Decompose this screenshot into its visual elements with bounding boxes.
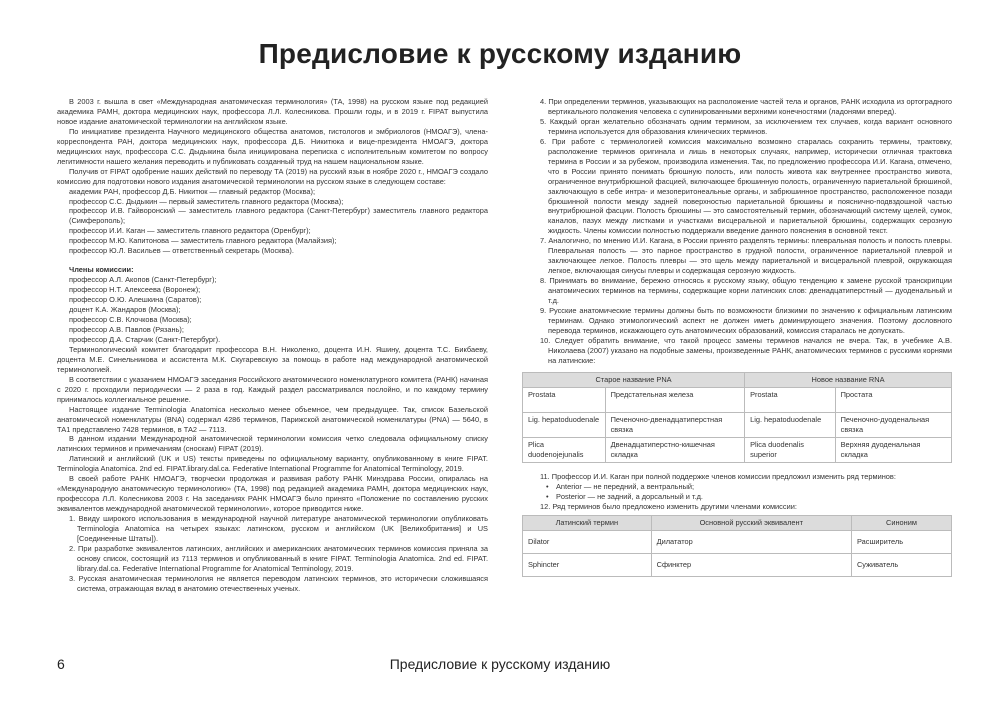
left-column — [57, 97, 488, 594]
table-cell: Sphincter — [523, 554, 652, 577]
table-row — [523, 387, 952, 412]
table-cell: Печеночно-дуоденальная связка — [835, 412, 951, 437]
table-cell: Prostata — [745, 387, 836, 412]
commission-item: профессор С.В. Клочкова (Москва); — [69, 315, 192, 325]
running-footer: Предисловие к русскому изданию — [389, 656, 611, 672]
table-row — [523, 412, 952, 437]
paragraph: По инициативе президента Научного медицинского общества анатомов, гистологов и эмбриологов (НМОАГЭ), члена-корреспондента РАН, доктора медицинских наук, профессора Д.Б. Никитюка и вице-президента НМОАГЭ, доктора медицинских наук, профессора С.С. Дыдыкина была инициирована переписка с исполнительным комитетом по вопросу легитимности нашего желания переводить и публиковать созданный труд на нашем национальном языке. — [57, 126, 488, 166]
commission-heading: Члены комиссии: — [69, 265, 134, 275]
numbered-item: 5. Каждый орган желательно обозначать одним термином, за исключением тех случаев, когда вариант основного термина используется для образования клинических терминов. — [540, 116, 952, 136]
page-title: Предисловие к русскому изданию — [258, 38, 742, 69]
bullet-item: • Posterior — не задний, а дорсальный и т.д. — [528, 492, 952, 502]
paragraph: Получив от FIPAT одобрение наших действий по переводу ТА (2019) на русский язык в ноябре 2020 г., НМОАГЭ создало комиссию для подготовки нового издания анатомической терминологии на русском языке в следующем составе: — [57, 166, 488, 186]
paragraph: В соответствии с указанием НМОАГЭ заседания Российского анатомического номенклатурного комитета (РАНК) начиная с 2020 г. проходили периодически — 2 раза в год. Каждый раздел рассматривался послойно, и по каждому термину принималось коллегиальное решение. — [57, 374, 488, 404]
member-item: профессор М.Ю. Капитонова — заместитель главного редактора (Малайзия); — [69, 236, 337, 246]
paragraph: В 2003 г. вышла в свет «Международная анатомическая терминология» (ТА, 1998) на русском языке под редакцией академика РАМН, доктора медицинских наук, профессора Л.Л. Колесникова. Прошли годы, и в 2019 г. FIPAT выпустила новое издание анатомической терминологии на английском языке. — [57, 97, 488, 126]
table-cell: Расширитель — [851, 531, 951, 554]
numbered-item: 1. Ввиду широкого использования в международной научной литературе анатомической терминологии опубликовать Terminologia Anatomica на четырех языках: латинском, русском и английском (UK [Великобритания] и US [Соединенные Штаты]). — [69, 514, 488, 543]
table-header-row — [523, 516, 952, 531]
commission-item: профессор Д.А. Старчик (Санкт-Петербург). — [69, 334, 221, 344]
table-cell: Суживатель — [851, 554, 951, 577]
column-header: Старое название PNA — [523, 372, 745, 387]
numbered-item: 3. Русская анатомическая терминология не является переводом латинских терминов, это исторически сложившаяся система, отражающая вклад в анатомию отечественных ученых. — [69, 573, 488, 593]
numbered-item: 11. Профессор И.И. Каган при полной поддержке членов комиссии предложил изменить ряд терминов: — [540, 471, 896, 481]
commission-item: профессор О.Ю. Алешкина (Саратов); — [69, 295, 202, 305]
table-cell: Plica duodenojejunalis — [523, 437, 606, 462]
bullet-item: • Anterior — не передний, а вентральный; — [528, 482, 952, 492]
member-item: профессор И.И. Каган — заместитель главного редактора (Оренбург); — [69, 226, 311, 236]
table-cell: Верхняя дуоденальная складка — [835, 437, 951, 462]
member-item: профессор И.В. Гайворонский — заместитель главного редактора (Санкт-Петербург) заместитель главного редактора (Симферополь); — [69, 206, 488, 226]
table-cell: Печеночно-двенадцатиперстная связка — [605, 412, 744, 437]
commission-item: профессор Н.Т. Алексеева (Воронеж); — [69, 285, 201, 295]
paragraph: В данном издании Международной анатомической терминологии комиссия четко следовала официальному списку латинских терминов и примечаниям (сноскам) FIPAT (2019). — [57, 434, 488, 454]
table-cell: Lig. hepatoduodenale — [745, 412, 836, 437]
table-row — [523, 437, 952, 462]
paragraph: В своей работе РАНК НМОАГЭ, творчески продолжая и развивая работу РАНК Минздрава России, опиралась на «Международную анатомическую терминологию» (ТА, 1998) под редакцией академика РАМН, доктора медицинских наук, профессора Л.Л. Колесникова 2003 г. На заседаниях РАНК НМОАГЭ было принято «Положение по составлению русских эквивалентов международной анатомической терминологии», которое приводится ниже. — [57, 474, 488, 514]
commission-item: доцент К.А. Жандаров (Москва); — [69, 305, 181, 315]
table-cell: Простата — [835, 387, 951, 412]
member-item: академик РАН, профессор Д.Б. Никитюк — главный редактор (Москва); — [69, 186, 316, 196]
numbered-item: 6. При работе с терминологией комиссия максимально возможно старалась сохранить термины, трактовку, расположение терминов оригинала и лишь в некоторых случаях, например, исторически отличная трактовка термина в России и за рубежом, производила изменения. Так, по предложению профессора И.И. Кагана, отмечено, что в России принято понимать брюшную полость, или полость живота как внутреннее пространство живота, ограниченное внутрибрюшной фасцией, включающее брюшинную полость, ограниченную париетальной брюшиной, заключающую в себе интра- и мезоперитонеальные органы, и забрюшинное пространство, расположенное позади брюшинной полости между задней поверхностью париетальной брюшины и пояснично-подвздошной частью внутрибрюшной фасции. Полость брюшины — это самостоятельный термин, обозначающий систему щелей, сумок, каналов, пазух между листками и участками висцеральной и париетальной брюшины, содержащих серозную жидкость. Члены комиссии полностью поддержали введение данного пояснения в основной текст. — [540, 136, 952, 236]
column-header: Основной русский эквивалент — [651, 516, 851, 531]
table-cell: Lig. hepatoduodenale — [523, 412, 606, 437]
column-header: Новое название RNA — [745, 372, 952, 387]
numbered-item: 12. Ряд терминов было предложено изменить другими членами комиссии: — [540, 501, 797, 511]
numbered-item: 2. При разработке эквивалентов латинских, английских и американских анатомических терминов комиссия приняла за основу список, состоящий из 7113 терминов и опубликованный в книге FIPAT. Terminologia Anatomica. 2nd ed. FIPAT. library.dal.ca. Federative International Programme for Anatomical Terminology, 2019. — [69, 543, 488, 573]
synonym-table — [522, 515, 952, 577]
paragraph: Латинский и английский (UK и US) тексты приведены по официальному варианту, опубликованному в книге FIPAT. Terminologia Anatomica. 2nd ed. FIPAT.library.dal.ca. Federative International Programme for Anatomical Terminology, 2019. — [57, 454, 488, 474]
paragraph: Терминологический комитет благодарит профессора В.Н. Николенко, доцента И.Н. Яшину, доцента Т.С. Бикбаеву, доцента М.Е. Синельникова и ассистента М.К. Скугаревскую за помощь в работе над международной анатомической терминологией. — [57, 344, 488, 374]
column-header: Латинский термин — [523, 516, 652, 531]
table-cell: Сфинктер — [651, 554, 851, 577]
numbered-item: 4. При определении терминов, указывающих на расположение частей тела и органов, РАНК исходила из ортоградного вертикального положения человека с супинированными верхними конечностями (ладонями вперед). — [540, 97, 952, 116]
table-row — [523, 554, 952, 577]
pna-rna-table — [522, 372, 952, 463]
numbered-item: 10. Следует обратить внимание, что такой процесс замены терминов начался не вчера. Так, в учебнике А.В. Николаева (2007) указано на подобные замены, произведенные РАНК, анатомических терминов с русскими корнями на латинские: — [540, 335, 952, 365]
numbered-item: 9. Русские анатомические термины должны быть по возможности близкими по значению к официальным латинским терминам. Однако этимологический аспект не должен иметь доминирующего значения. Поэтому дословного перевода терминов, искажающего суть анатомических образований, комиссия старалась не допускать. — [540, 306, 952, 335]
table-cell: Двенадцатиперстно-кишечная складка — [605, 437, 744, 462]
page-number: 6 — [57, 656, 65, 672]
numbered-item: 7. Аналогично, по мнению И.И. Кагана, в России принято разделять термины: плевральная полость и полость плевры. Плевральная полость — это парное пространство в грудной полости, ограниченное париетальной плеврой и заключающее легкое. Полость плевры — это щель между париетальной и висцеральной плеврой, окружающая легкое, включающая синусы плевры и содержащая серозную жидкость. — [540, 236, 952, 276]
commission-item: профессор А.Л. Акопов (Санкт-Петербург); — [69, 275, 217, 285]
right-column — [528, 97, 952, 577]
table-row — [523, 531, 952, 554]
table-cell: Dilator — [523, 531, 652, 554]
paragraph: Настоящее издание Terminologia Anatomica несколько менее объемное, чем предыдущее. Так, список Базельской анатомической номенклатуры (BNA) содержал 4286 терминов, Парижской анатомической номенклатуры (PNA) — 5640, в ТА1 представлено 7428 терминов, в ТА2 — 7113. — [57, 404, 488, 434]
column-header: Синоним — [851, 516, 951, 531]
member-item: профессор С.С. Дыдыкин — первый заместитель главного редактора (Москва); — [69, 196, 344, 206]
numbered-item: 8. Принимать во внимание, бережно относясь к русскому языку, общую тенденцию к замене русской транскрипции анатомических терминов на термины, содержащие корни латинских слов: двенадцатиперстный — дуоденальный и т.д. — [540, 276, 952, 306]
table-cell: Предстательная железа — [605, 387, 744, 412]
table-header-row — [523, 372, 952, 387]
table-cell: Plica duodenalis superior — [745, 437, 836, 462]
member-item: профессор Ю.Л. Васильев — ответственный секретарь (Москва). — [69, 246, 294, 256]
table-cell: Дилататор — [651, 531, 851, 554]
commission-item: профессор А.В. Павлов (Рязань); — [69, 324, 184, 334]
table-cell: Prostata — [523, 387, 606, 412]
